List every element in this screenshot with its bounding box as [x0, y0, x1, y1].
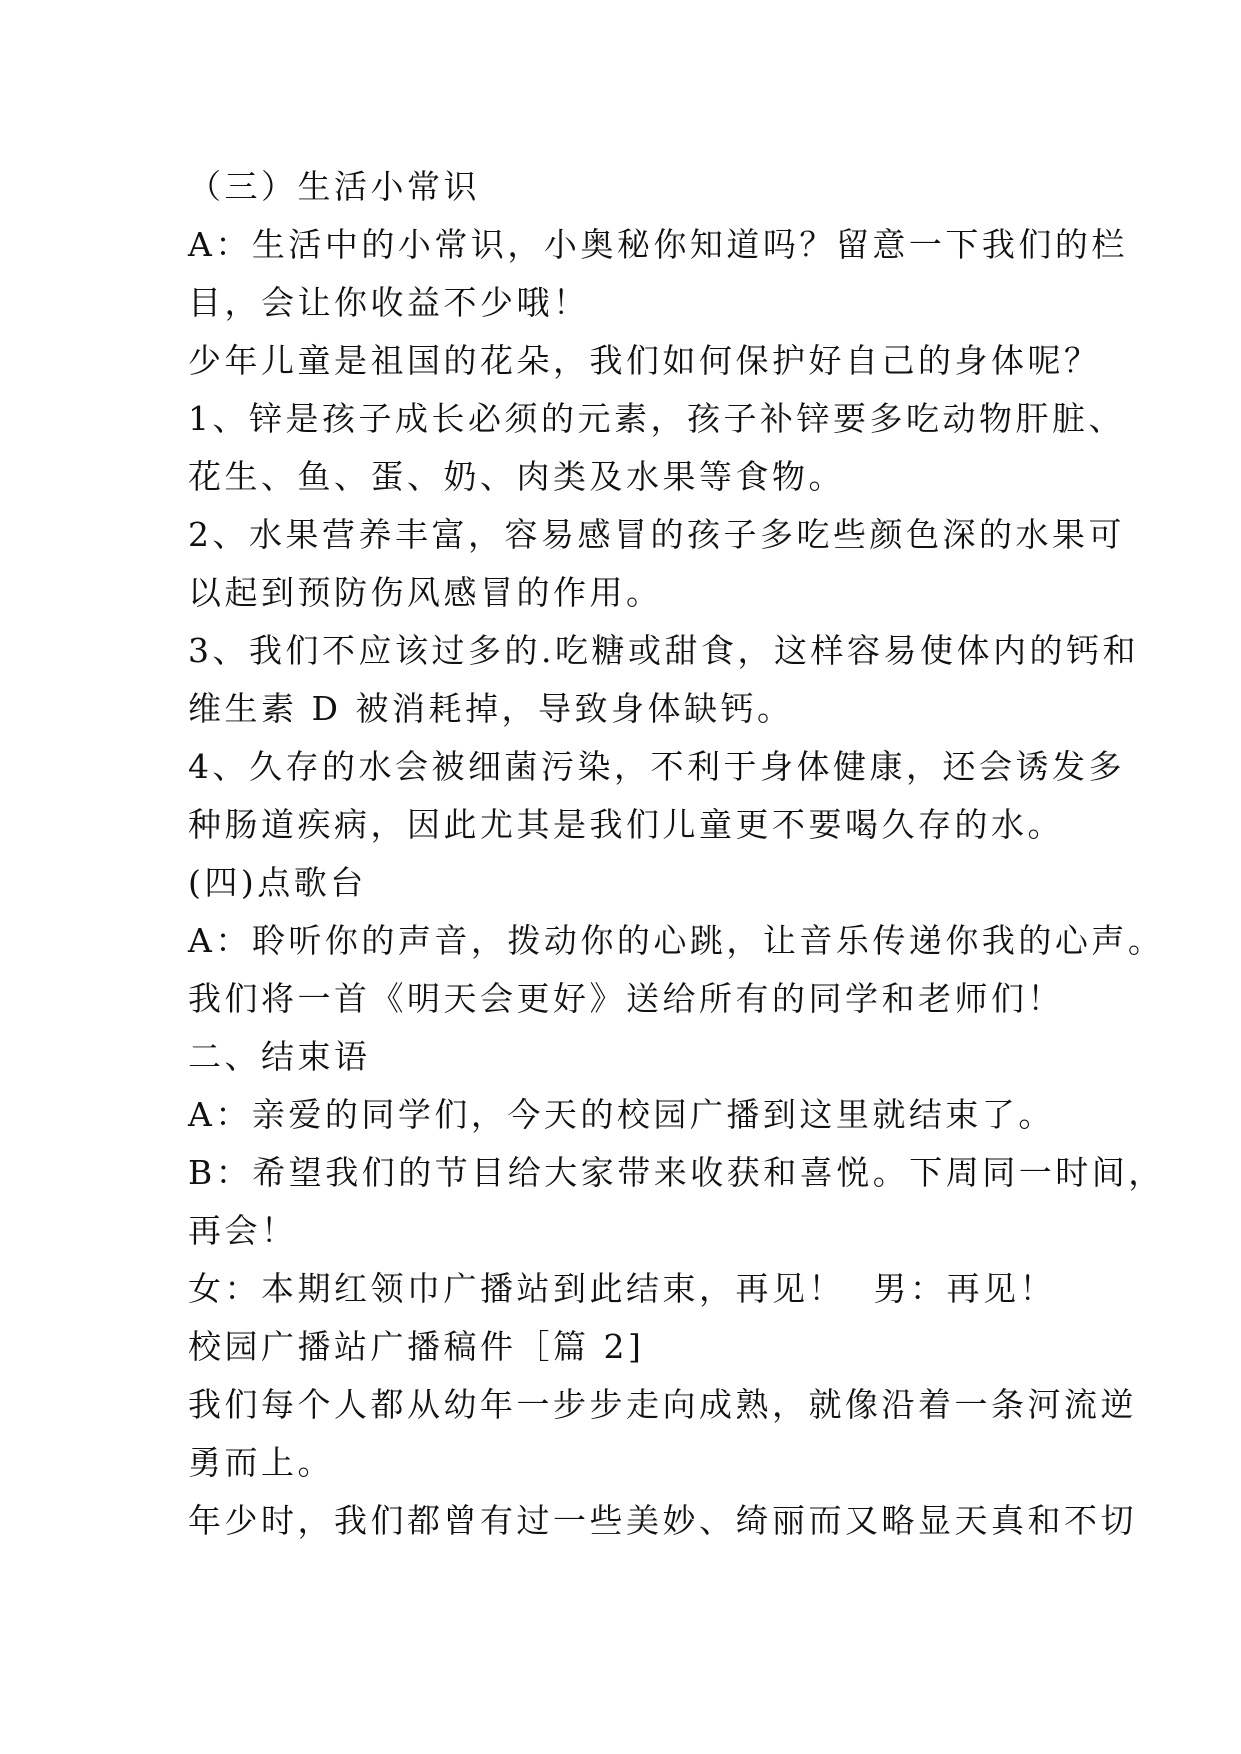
paragraph-line: 我们将一首《明天会更好》送给所有的同学和老师们！	[188, 979, 1064, 1018]
list-item-1-line: 花生、鱼、蛋、奶、肉类及水果等食物。	[188, 457, 845, 496]
section-heading-closing: 二、结束语	[188, 1037, 371, 1076]
list-item-2-line: 以起到预防伤风感冒的作用。	[188, 573, 663, 612]
paragraph-line: A：聆听你的声音，拨动你的心跳，让音乐传递你我的心声。	[188, 921, 1165, 960]
closing-dialogue-line	[188, 1260, 1056, 1318]
paragraph-line: 年少时，我们都曾有过一些美妙、绮丽而又略显天真和不切	[188, 1501, 1137, 1540]
closing-male: 男：再见！	[873, 1269, 1056, 1308]
paragraph-line: 我们每个人都从幼年一步步走向成熟，就像沿着一条河流逆	[188, 1385, 1137, 1424]
section-heading-tips: （三）生活小常识	[188, 167, 480, 206]
paragraph-line: 勇而上。	[188, 1443, 334, 1482]
list-item-1-line: 1、锌是孩子成长必须的元素，孩子补锌要多吃动物肝脏、	[188, 399, 1125, 438]
document-body	[188, 158, 1165, 1550]
paragraph-line: A：亲爱的同学们，今天的校园广播到这里就结束了。	[188, 1095, 1055, 1134]
paragraph-line: 再会！	[188, 1211, 298, 1250]
section-heading-song: (四)点歌台	[188, 863, 367, 902]
list-item-4-line: 4、久存的水会被细菌污染，不利于身体健康，还会诱发多	[188, 747, 1125, 786]
paragraph-line: 少年儿童是祖国的花朵，我们如何保护好自己的身体呢？	[188, 341, 1101, 380]
list-item-3-line: 3、我们不应该过多的.吃糖或甜食，这样容易使体内的钙和	[188, 631, 1139, 670]
paragraph-line: A：生活中的小常识，小奥秘你知道吗？留意一下我们的栏	[188, 225, 1128, 264]
list-item-2-line: 2、水果营养丰富，容易感冒的孩子多吃些颜色深的水果可	[188, 515, 1125, 554]
list-item-3-line: 维生素 D 被消耗掉，导致身体缺钙。	[188, 689, 794, 728]
paragraph-line: 目，会让你收益不少哦！	[188, 283, 590, 322]
paragraph-line: B：希望我们的节目给大家带来收获和喜悦。下周同一时间，	[188, 1153, 1165, 1192]
closing-female: 女：本期红领巾广播站到此结束，再见！	[188, 1269, 845, 1308]
list-item-4-line: 种肠道疾病，因此尤其是我们儿童更不要喝久存的水。	[188, 805, 1064, 844]
article-title-part-2: 校园广播站广播稿件［篇 2]	[188, 1327, 645, 1366]
